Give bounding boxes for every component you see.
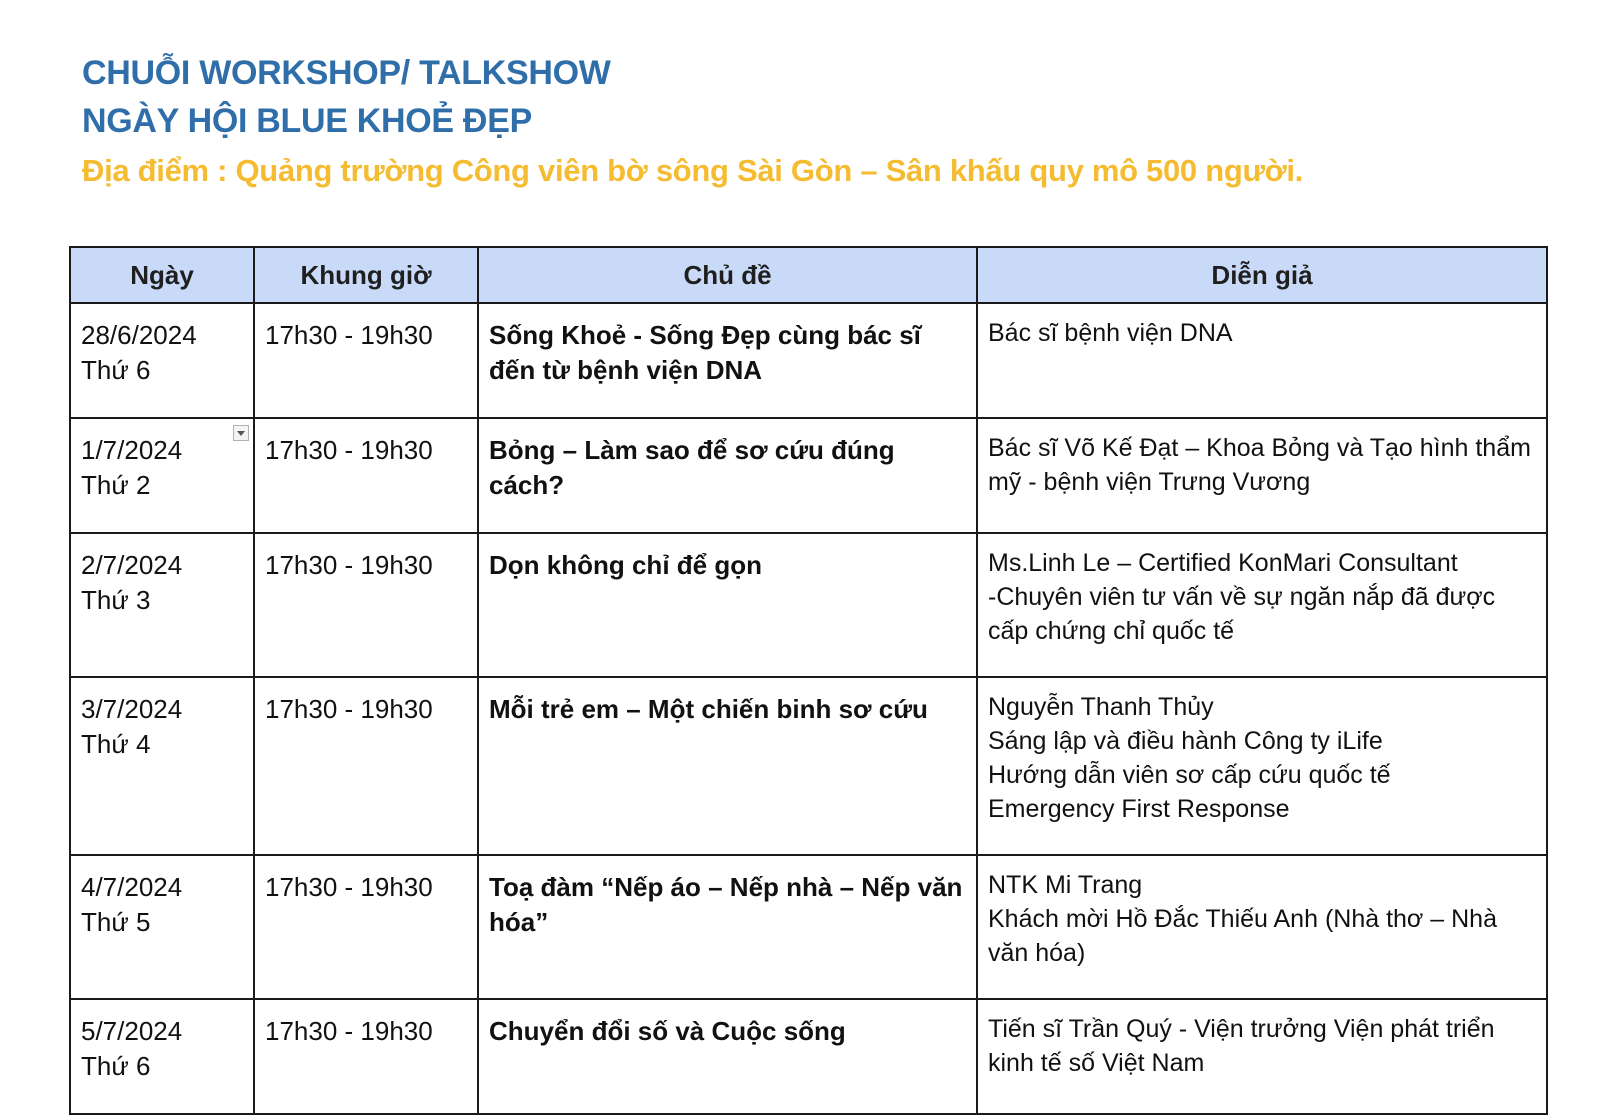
table-row [70,533,1547,677]
speaker-line: NTK Mi Trang [988,871,1143,899]
date-cell [70,999,254,1114]
date-cell [70,855,254,999]
speaker-line: Khách mời Hồ Đắc Thiếu Anh (Nhà thơ – Nhà văn hóa) [988,905,1497,967]
speaker-cell [977,677,1547,855]
time-cell: 17h30 - 19h30 [254,303,478,418]
dropdown-arrow-icon[interactable] [233,425,249,441]
weekday-text: Thứ 3 [81,585,151,615]
schedule-table [69,246,1548,1115]
table-row [70,303,1547,418]
speaker-line: -Chuyên viên tư vấn về sự ngăn nắp đã được cấp chứng chỉ quốc tế [988,583,1496,645]
topic-cell: Dọn không chỉ để gọn [478,533,977,677]
topic-cell: Chuyển đổi số và Cuộc sống [478,999,977,1114]
column-header-speaker: Diễn giả [977,247,1547,303]
date-text: 28/6/2024 [81,320,197,350]
speaker-line: Bác sĩ Võ Kế Đạt – Khoa Bỏng và Tạo hình thẩm mỹ - bệnh viện Trưng Vương [988,434,1531,496]
date-cell [70,533,254,677]
time-cell: 17h30 - 19h30 [254,677,478,855]
table-row [70,855,1547,999]
page-title-line-2: NGÀY HỘI BLUE KHOẺ ĐẸP [82,102,532,140]
table-header-row [70,247,1547,303]
time-cell: 17h30 - 19h30 [254,999,478,1114]
time-cell: 17h30 - 19h30 [254,533,478,677]
weekday-text: Thứ 6 [81,355,151,385]
speaker-line: Bác sĩ bệnh viện DNA [988,319,1233,347]
speaker-cell [977,418,1547,533]
speaker-cell [977,303,1547,418]
date-cell [70,303,254,418]
table-row [70,999,1547,1114]
date-text: 5/7/2024 [81,1016,183,1046]
column-header-time: Khung giờ [254,247,478,303]
time-cell: 17h30 - 19h30 [254,855,478,999]
speaker-cell [977,855,1547,999]
speaker-cell [977,999,1547,1114]
table-row [70,418,1547,533]
date-text: 4/7/2024 [81,872,183,902]
date-cell [70,677,254,855]
speaker-line: Sáng lập và điều hành Công ty iLife [988,727,1383,755]
venue-text: Địa điểm : Quảng trường Công viên bờ sông Sài Gòn – Sân khấu quy mô 500 người. [82,153,1303,188]
topic-cell: Toạ đàm “Nếp áo – Nếp nhà – Nếp văn hóa” [478,855,977,999]
table-row [70,677,1547,855]
date-text: 2/7/2024 [81,550,183,580]
topic-cell: Bỏng – Làm sao để sơ cứu đúng cách? [478,418,977,533]
page-title-line-1: CHUỖI WORKSHOP/ TALKSHOW [82,54,611,92]
column-header-topic: Chủ đề [478,247,977,303]
date-cell [70,418,254,533]
weekday-text: Thứ 4 [81,729,151,759]
column-header-date: Ngày [70,247,254,303]
speaker-line: Nguyễn Thanh Thủy [988,693,1214,721]
weekday-text: Thứ 2 [81,470,151,500]
speaker-cell [977,533,1547,677]
speaker-line: Tiến sĩ Trần Quý - Viện trưởng Viện phát triển kinh tế số Việt Nam [988,1015,1495,1077]
date-text: 3/7/2024 [81,694,183,724]
weekday-text: Thứ 5 [81,907,151,937]
speaker-line: Hướng dẫn viên sơ cấp cứu quốc tế [988,761,1391,789]
time-cell: 17h30 - 19h30 [254,418,478,533]
date-text: 1/7/2024 [81,435,183,465]
weekday-text: Thứ 6 [81,1051,151,1081]
speaker-line: Emergency First Response [988,795,1290,823]
speaker-line: Ms.Linh Le – Certified KonMari Consultant [988,549,1458,577]
topic-cell: Mỗi trẻ em – Một chiến binh sơ cứu [478,677,977,855]
topic-cell: Sống Khoẻ - Sống Đẹp cùng bác sĩ đến từ bệnh viện DNA [478,303,977,418]
